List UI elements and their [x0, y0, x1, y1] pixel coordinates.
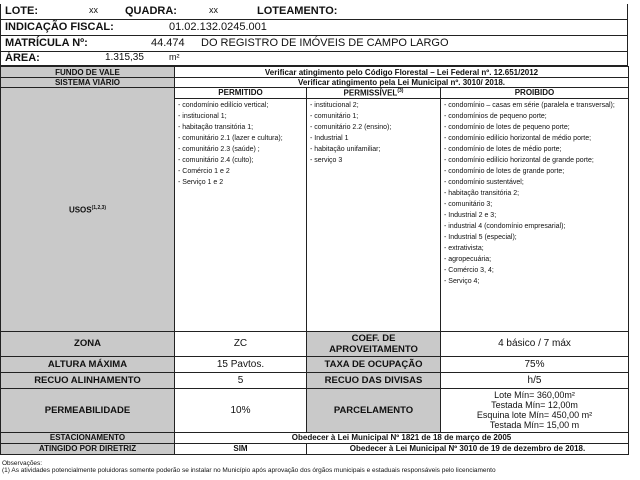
row-permeabilidade: [1, 388, 629, 432]
zoning-table: [0, 66, 629, 455]
usos-label-sup: (1,2,3): [91, 204, 107, 211]
col-permitido: PERMITIDO: [175, 88, 307, 99]
permitido-list: [178, 100, 303, 188]
coef-label: COEF. DE APROVEITAMENTO: [307, 331, 441, 356]
list-item: - comunitário 2.2 (ensino);: [310, 123, 392, 131]
permeabilidade-value: 10%: [175, 388, 307, 432]
fundo-vale-label: FUNDO DE VALE: [1, 67, 175, 78]
list-item: - condomínio de lotes de grande porte;: [444, 167, 565, 175]
col-permissivel-sup: (3): [397, 88, 404, 94]
permitido-cell: [175, 98, 307, 331]
list-item: - serviço 3: [310, 156, 343, 164]
list-item: - comunitário 1;: [310, 112, 359, 120]
taxa-label: TAXA DE OCUPAÇÃO: [307, 356, 441, 372]
parcelamento-line: Esquina lote Mín= 450,00 m²: [476, 410, 593, 421]
observacoes-line: (1) As atividades potencialmente poluidoras somente poderão se instalar no Município após aprovação dos órgãos municipais e estaduais responsáveis pelo licenciamento: [2, 467, 496, 474]
col-permissivel-text: PERMISSÍVEL: [343, 88, 398, 98]
zona-label: ZONA: [1, 331, 175, 356]
list-item: - condomínios de pequeno porte;: [444, 112, 547, 120]
row-altura: [1, 356, 629, 372]
altura-label: ALTURA MÁXIMA: [1, 356, 175, 372]
loteamento-label: LOTEAMENTO:: [257, 5, 338, 17]
list-item: - comunitário 2.4 (culto);: [178, 156, 254, 164]
parcelamento-values: [441, 388, 629, 432]
usos-label-text: USOS: [68, 205, 92, 215]
area-label: ÁREA:: [5, 52, 40, 64]
header-row-indicacao: [0, 20, 628, 36]
list-item: - Serviço 4;: [444, 277, 480, 285]
permissivel-list: [310, 100, 437, 166]
col-permissivel: [307, 88, 441, 99]
matricula-value: 44.474: [151, 37, 185, 49]
list-item: - habitação transitória 1;: [178, 123, 254, 131]
quadra-value: xx: [209, 5, 218, 15]
estacionamento-value: Obedecer à Lei Municipal Nº 1821 de 18 de março de 2005: [175, 432, 629, 443]
sistema-viario-value: Verificar atingimento pela Lei Municipal nº. 3010/ 2018.: [175, 78, 629, 88]
list-item: - Industrial 1: [310, 134, 349, 142]
atingido-label: ATINGIDO POR DIRETRIZ: [1, 443, 175, 454]
fundo-vale-value: Verificar atingimento pelo Código Florestal – Lei Federal nº. 12.651/2012: [175, 67, 629, 78]
list-item: - condomínio de lotes de pequeno porte;: [444, 123, 570, 131]
list-item: - institucional 1;: [178, 112, 227, 120]
row-recuo: [1, 372, 629, 388]
list-item: - condomínio edilício horizontal de grande porte;: [444, 156, 594, 164]
proibido-list: [444, 100, 625, 287]
matricula-note: DO REGISTRO DE IMÓVEIS DE CAMPO LARGO: [201, 37, 449, 49]
list-item: - comunitário 3;: [444, 200, 493, 208]
coef-value: 4 básico / 7 máx: [441, 331, 629, 356]
parcelamento-line: Lote Mín= 360,00m²: [494, 390, 575, 401]
list-item: - institucional 2;: [310, 101, 359, 109]
lote-value: xx: [89, 5, 98, 15]
list-item: - extrativista;: [444, 244, 484, 252]
quadra-label: QUADRA:: [125, 5, 177, 17]
indicacao-value: 01.02.132.0245.001: [169, 21, 267, 33]
indicacao-label: INDICAÇÃO FISCAL:: [5, 21, 114, 33]
list-item: - condomínio de lotes de médio porte;: [444, 145, 562, 153]
list-item: - comunitário 2.1 (lazer e cultura);: [178, 134, 283, 142]
altura-value: 15 Pavtos.: [175, 356, 307, 372]
header-row-area: [0, 52, 628, 66]
zona-value: ZC: [175, 331, 307, 356]
estacionamento-label: ESTACIONAMENTO: [1, 432, 175, 443]
observacoes: [2, 460, 496, 474]
matricula-label: MATRÍCULA Nº:: [5, 37, 88, 49]
list-item: - Industrial 2 e 3;: [444, 211, 497, 219]
row-fundo-vale: [1, 67, 629, 78]
parcelamento-line: Testada Mín= 15,00 m: [489, 420, 580, 431]
header-row-lote: [0, 4, 628, 20]
row-usos-header: [1, 88, 629, 99]
parcelamento-line: Testada Mín= 12,00m: [491, 400, 578, 411]
list-item: - agropecuária;: [444, 255, 492, 263]
atingido-value: SIM: [175, 443, 307, 454]
atingido-note: Obedecer à Lei Municipal Nº 3010 de 19 de dezembro de 2018.: [307, 443, 629, 454]
proibido-cell: [441, 98, 629, 331]
list-item: - condomínio edilício horizontal de médio porte;: [444, 134, 592, 142]
observacoes-title: Observações:: [2, 460, 43, 467]
row-zona: [1, 331, 629, 356]
list-item: - habitação transitória 2;: [444, 189, 520, 197]
permissivel-cell: [307, 98, 441, 331]
list-item: - condomínio – casas em série (paralela e transversal);: [444, 101, 615, 109]
permeabilidade-label: PERMEABILIDADE: [1, 388, 175, 432]
list-item: - comunitário 2.3 (saúde) ;: [178, 145, 260, 153]
sistema-viario-label: SISTEMA VIÁRIO: [1, 78, 175, 88]
area-value: 1.315,35: [105, 52, 144, 63]
recuo-value: 5: [175, 372, 307, 388]
list-item: - habitação unifamiliar;: [310, 145, 381, 153]
taxa-value: 75%: [441, 356, 629, 372]
row-atingido: [1, 443, 629, 454]
list-item: - condomínio sustentável;: [444, 178, 524, 186]
list-item: - Serviço 1 e 2: [178, 178, 224, 186]
list-item: - industrial 4 (condomínio empresarial);: [444, 222, 566, 230]
list-item: - condomínio edilício vertical;: [178, 101, 269, 109]
divisas-value: h/5: [441, 372, 629, 388]
divisas-label: RECUO DAS DIVISAS: [307, 372, 441, 388]
list-item: - Comércio 3, 4;: [444, 266, 494, 274]
usos-label: [1, 88, 175, 332]
row-estacionamento: [1, 432, 629, 443]
recuo-label: RECUO ALINHAMENTO: [1, 372, 175, 388]
area-unit: m²: [169, 52, 180, 62]
header-row-matricula: [0, 36, 628, 52]
row-sistema-viario: [1, 78, 629, 88]
list-item: - Comércio 1 e 2: [178, 167, 230, 175]
lote-label: LOTE:: [5, 5, 38, 17]
list-item: - Industrial 5 (especial);: [444, 233, 517, 241]
parcelamento-label: PARCELAMENTO: [307, 388, 441, 432]
col-proibido: PROIBIDO: [441, 88, 629, 99]
